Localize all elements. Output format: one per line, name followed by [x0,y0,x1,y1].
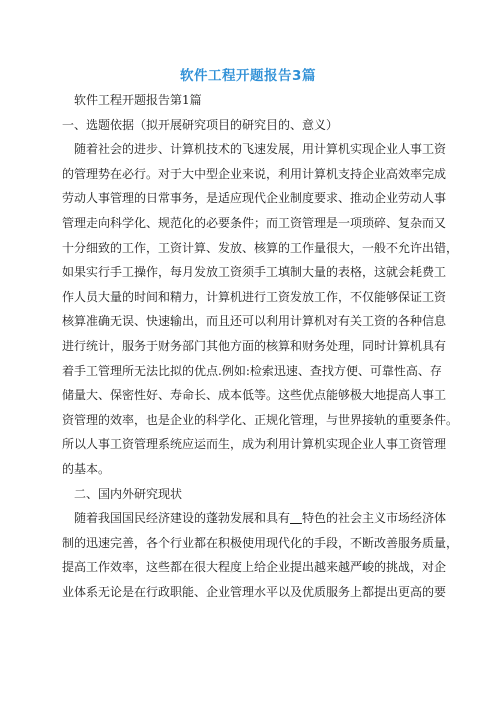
paragraph-line: 提高工作效率，这些都在很大程度上给企业提出越来越严峻的挑战，对企 [62,560,447,575]
paragraph-fragment: 特色的社会主义市场经济体 [302,511,447,526]
paragraph-line [62,506,447,531]
paragraph-line: 业体系无论是在行政职能、企业管理水平以及优质服务上都提出更高的要 [62,584,447,599]
paragraph-line: 劳动人事管理的日常事务，是适应现代企业制度要求、推动企业劳动人事 [62,191,447,206]
document-body [62,88,459,604]
paragraph-line: 随着社会的进步、计算机技术的飞速发展，用计算机实现企业人事工资 [74,142,447,157]
paragraph-line: 所以人事工资管理系统应运而生，成为利用计算机实现企业人事工资管理 [62,437,447,452]
section-heading-2: 二、国内外研究现状 [74,486,183,501]
document-title: 软件工程开题报告3篇 [180,68,316,84]
paragraph-line: 储量大、保密性好、寿命长、成本低等。这些优点能够极大地提高人事工 [62,388,447,403]
paragraph-line: 资管理的效率，也是企业的科学化、正规化管理，与世界接轨的重要条件。 [62,412,459,427]
paragraph-line: 如果实行手工操作，每月发放工资须手工填制大量的表格，这就会耗费工 [62,265,447,280]
paragraph-line: 制的迅速完善，各个行业都在积极使用现代化的手段，不断改善服务质量， [62,535,459,550]
paragraph-line: 管理走向科学化、规范化的必要条件；而工资管理是一项琐碎、复杂而又 [62,215,447,230]
paragraph-line: 进行统计，服务于财务部门其他方面的核算和财务处理，同时计算机具有 [62,338,447,353]
paragraph-2 [62,506,459,604]
paragraph-line: 十分细致的工作，工资计算、发放、核算的工作量很大，一般不允许出错， [62,240,459,255]
paragraph-line: 着手工管理所无法比拟的优点.例如:检索迅速、查找方便、可靠性高、存 [62,363,442,378]
paragraph-line: 的管理势在必行。对于大中型企业来说，利用计算机支持企业高效率完成 [62,166,447,181]
paragraph-fragment: 随着我国国民经济建设的蓬勃发展和具有 [74,511,291,526]
paragraph-line: 的基本。 [62,461,111,476]
document-subtitle: 软件工程开题报告第1篇 [74,93,202,107]
paragraph-1 [62,137,459,481]
paragraph-line: 核算准确无误、快速输出，而且还可以利用计算机对有关工资的各种信息 [62,314,447,329]
section-heading-1: 一、选题依据（拟开展研究项目的研究目的、意义） [62,117,339,132]
underline-blank [290,511,302,524]
paragraph-line: 作人员大量的时间和精力，计算机进行工资发放工作，不仅能够保证工资 [62,289,447,304]
